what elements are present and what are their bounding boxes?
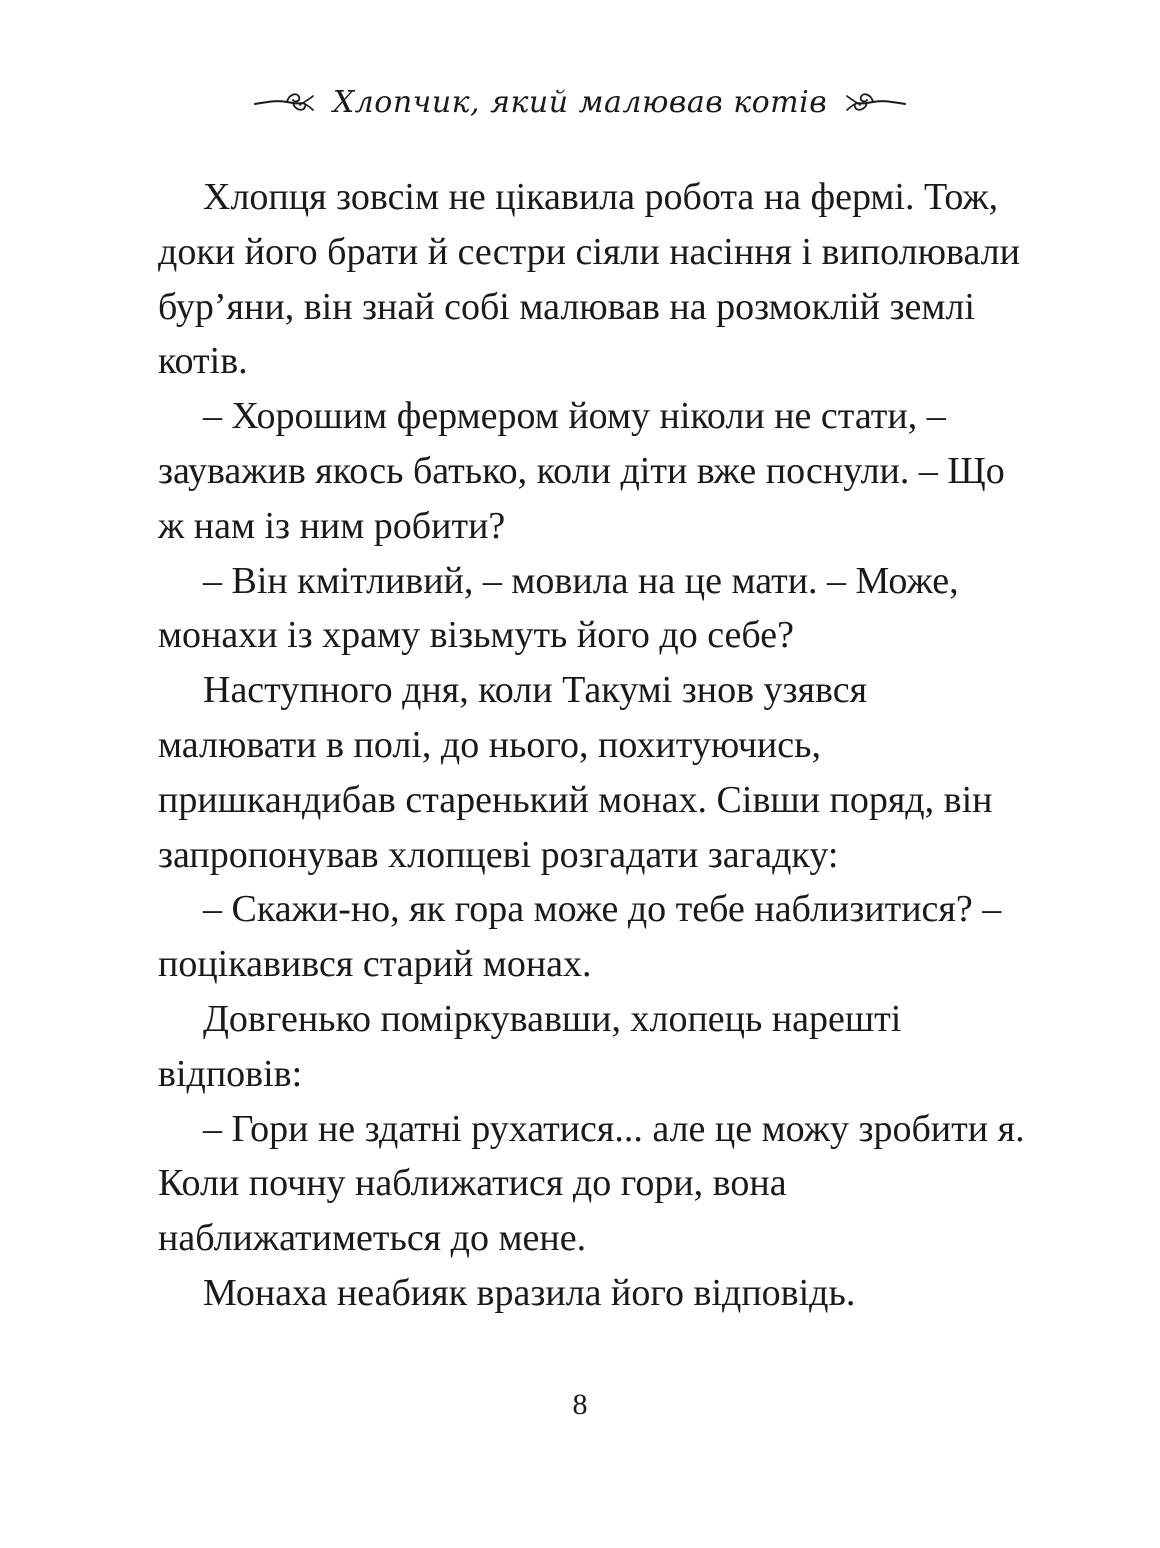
flourish-left-icon — [253, 88, 315, 116]
paragraph: – Він кмітливий, – мовила на це мати. – Може, монахи із храму візьмуть його до себе? — [158, 559, 959, 657]
paragraph: – Скажи-но, як гора може до тебе наблизитися? – поцікавився старий монах. — [158, 888, 1002, 986]
paragraph: Монаха неабияк вразила його відповідь. — [203, 1271, 856, 1314]
flourish-right-icon — [845, 88, 907, 116]
paragraph: – Гори не здатні рухатися... але це можу зробити я. Коли почну наближатися до гори, вона наближатиметься до мене. — [158, 1107, 1025, 1260]
paragraph: Довгенько поміркувавши, хлопець нарешті відповів: — [158, 997, 902, 1095]
paragraph: – Хорошим фермером йому ніколи не стати, – зауважив якось батько, коли діти вже поснули. – Що ж нам із ним робити? — [158, 395, 1005, 547]
paragraph: Наступного дня, коли Такумі знов узявся малювати в полі, до нього, похитуючись, пришкандибав старенький монах. Сівши поряд, він запропонував хлопцеві розгадати загадку: — [158, 669, 993, 876]
page-number: 8 — [572, 1388, 588, 1421]
running-header — [0, 72, 1160, 132]
story-text — [158, 170, 1028, 1321]
running-title: Хлопчик, який малював котів — [332, 84, 828, 120]
paragraph: Хлопця зовсім не цікавила робота на фермі. Тож, доки його брати й сестри сіяли насіння і виполювали бур’яни, він знай собі малював на розмоклій землі котів. — [158, 176, 1020, 383]
